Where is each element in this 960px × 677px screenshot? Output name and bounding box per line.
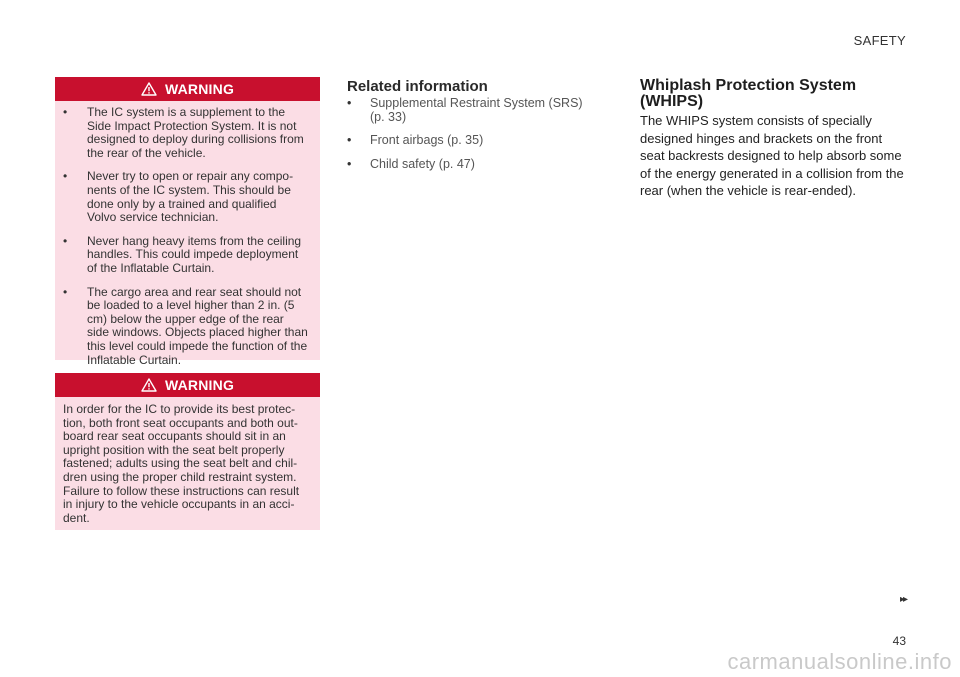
related-link-front-airbags[interactable]: • Front airbags (p. 35)	[347, 133, 484, 148]
whips-heading: Whiplash Protection System (WHIPS)	[640, 77, 857, 110]
warning-title: WARNING	[164, 81, 235, 97]
next-page-arrow-icon[interactable]: ▸▸	[899, 594, 906, 605]
warning-item: • The IC system is a supplement to the Side Impact Protection System. It is not designed to deploy during collisions from the rear of the vehicle.	[63, 105, 304, 160]
section-header: SAFETY	[853, 33, 906, 48]
related-link-child-safety[interactable]: • Child safety (p. 47)	[347, 156, 475, 171]
whips-body-text: The WHIPS system consists of specially designed hinges and brackets on the front seat backrests designed to help absorb some of the energy generated in a collision from the rear (when the vehicle is rear-ended).	[640, 113, 904, 198]
warning-box-seating-position	[55, 373, 320, 530]
warning-list	[63, 106, 309, 367]
related-link-srs[interactable]: • Supplemental Restraint System (SRS) (p. 33)	[347, 96, 583, 124]
warning-triangle-icon	[141, 82, 157, 96]
page-number: 43	[892, 634, 906, 648]
warning-item: • Never try to open or repair any compo-nents of the IC system. This should be done only by a trained and qualified Volvo service technician.	[63, 169, 294, 225]
warning-text: In order for the IC to provide its best protec-tion, both front seat occupants and both out-board rear seat occupants should sit in an upright position with the seat belt properly fastened; adults using the seat belt and chil-dren using the proper child restraint system. Failure to follow these instructions can result in injury to the vehicle occupants in an acci-dent.	[63, 402, 300, 525]
related-links-list	[347, 97, 587, 181]
warning-header	[55, 373, 320, 397]
warning-triangle-icon	[141, 378, 157, 392]
related-information-heading: Related information	[347, 78, 488, 95]
warning-box-ic-system	[55, 77, 320, 367]
watermark: carmanualsonline.info	[727, 649, 952, 674]
warning-header	[55, 77, 320, 101]
warning-title: WARNING	[164, 377, 235, 393]
warning-item: • Never hang heavy items from the ceiling handles. This could impede deployment of the Inflatable Curtain.	[63, 233, 302, 275]
warning-item: • The cargo area and rear seat should not be loaded to a level higher than 2 in. (5 cm) below the upper edge of the rear side windows. Objects placed higher than this level could impede the function of the Inflatable Curtain.	[63, 284, 308, 367]
